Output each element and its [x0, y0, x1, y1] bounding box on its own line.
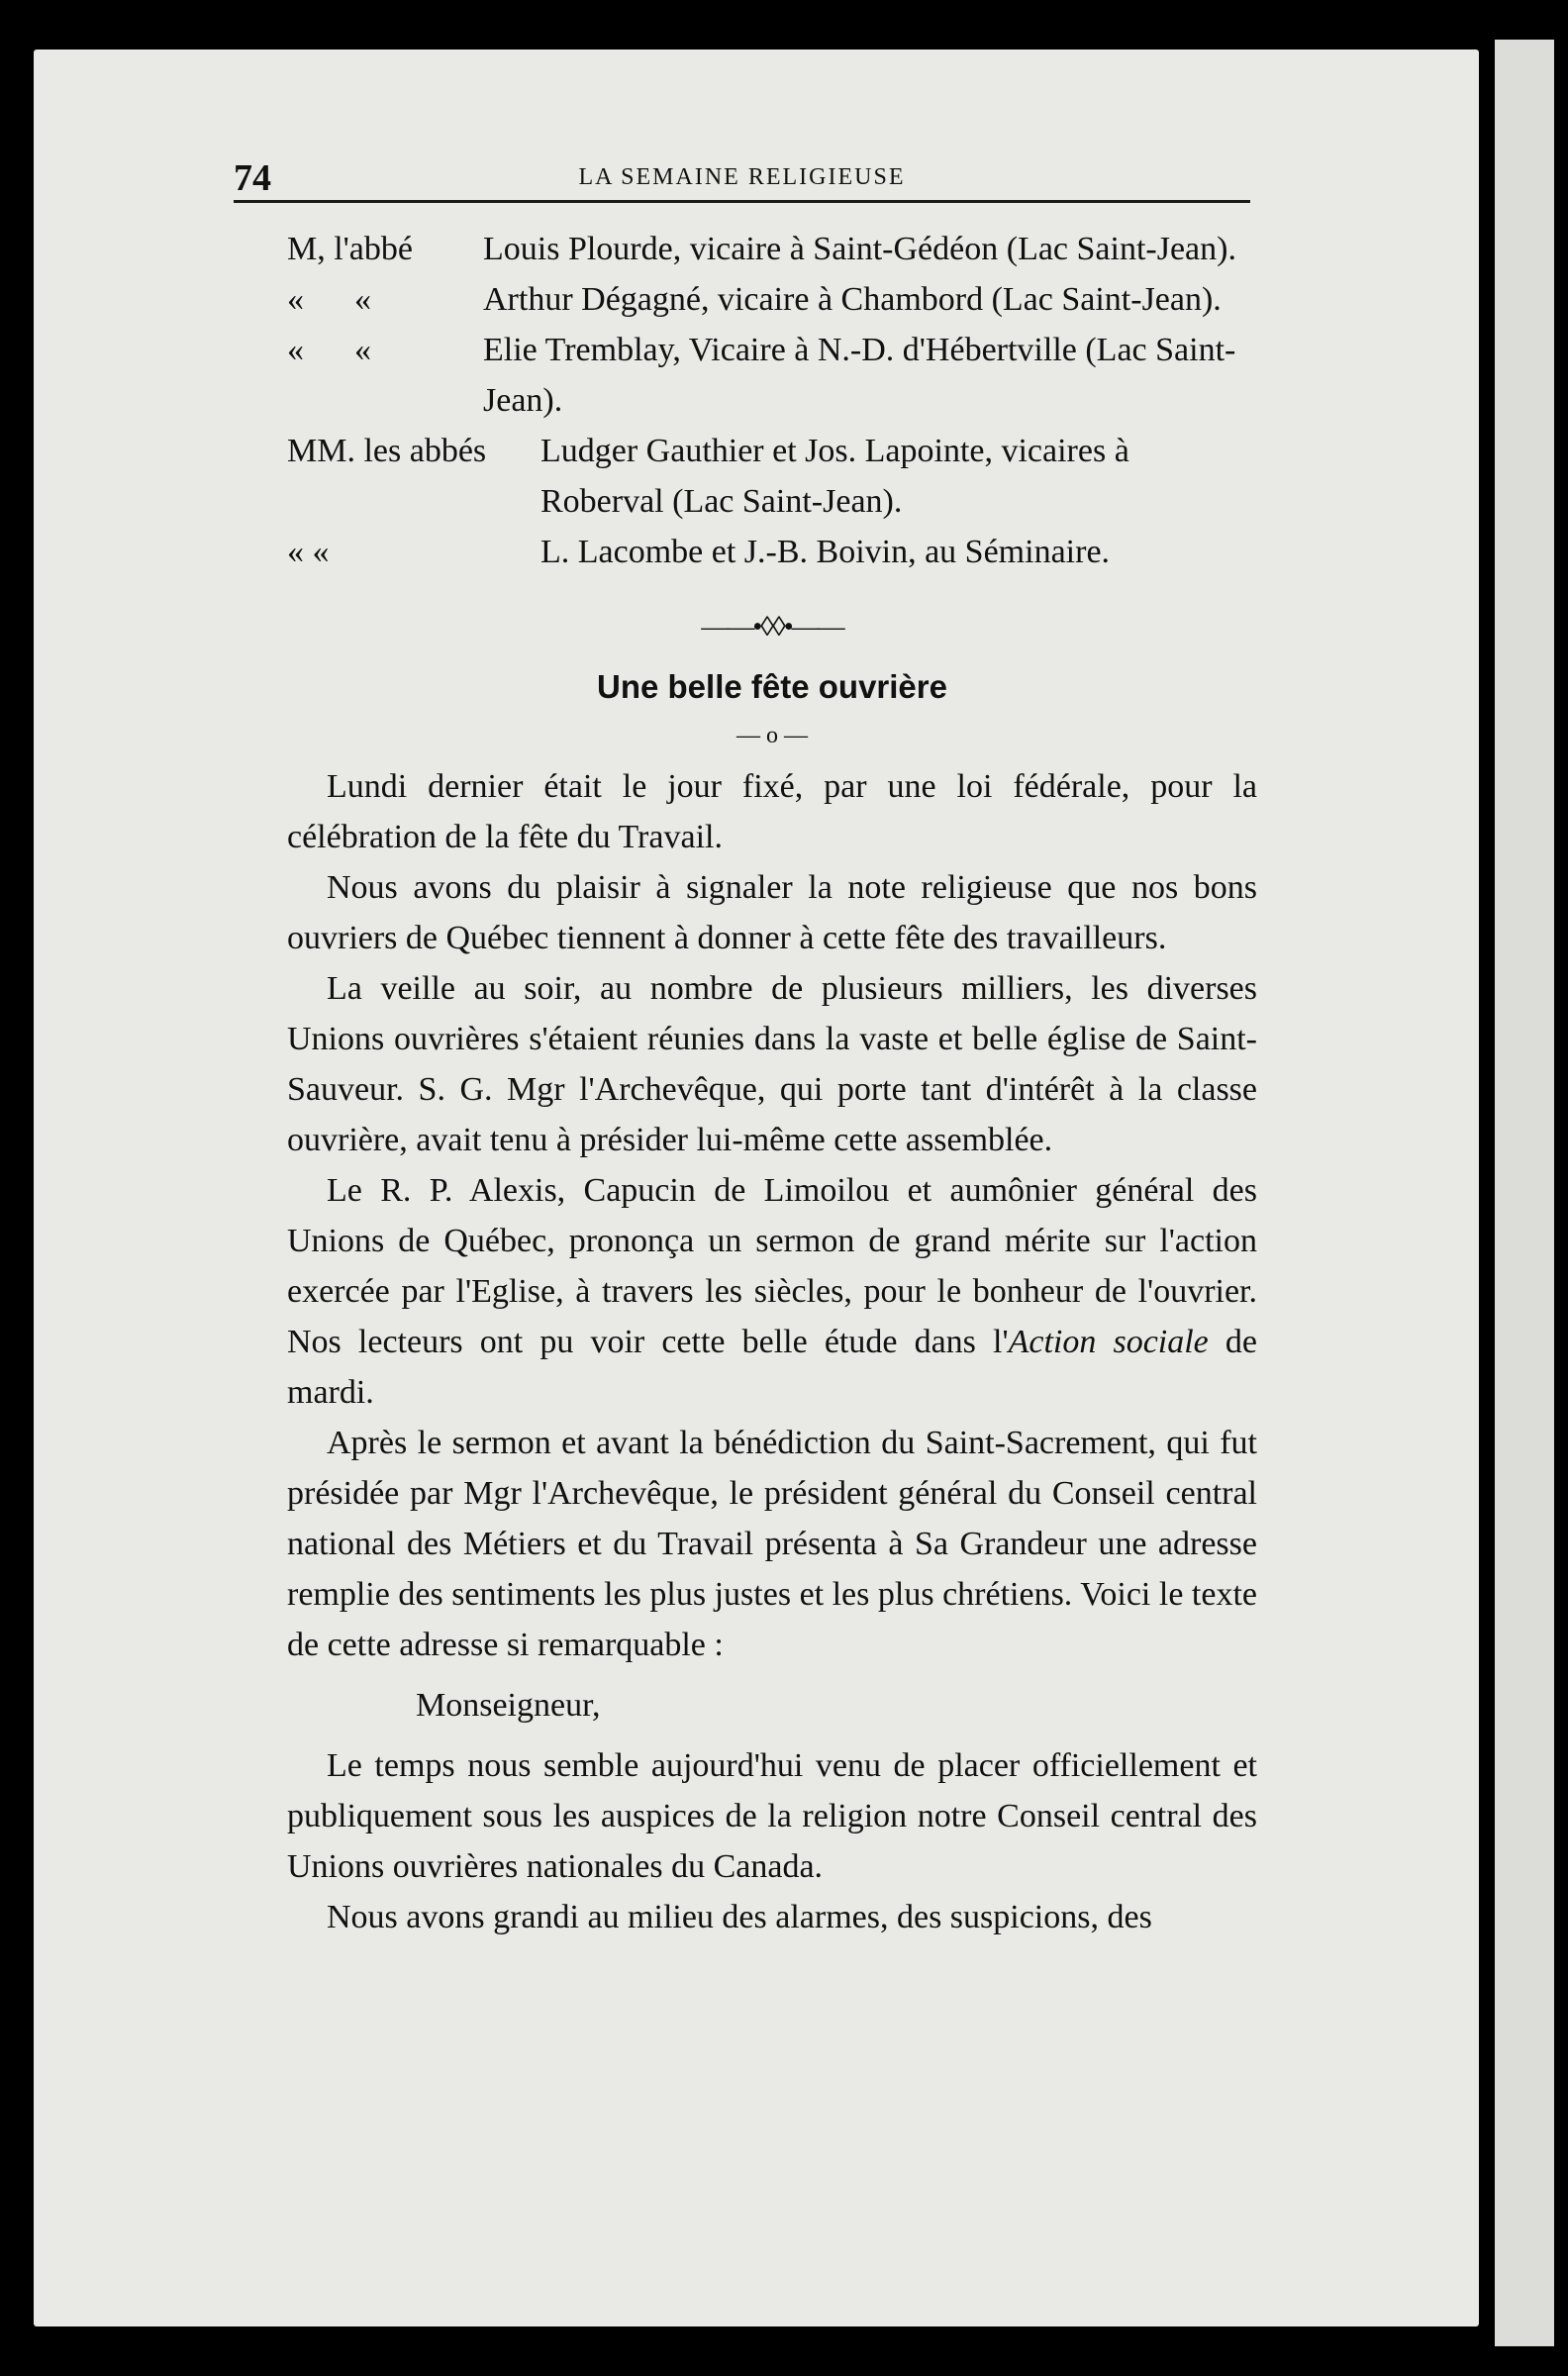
running-head: LA SEMAINE RELIGIEUSE: [578, 164, 906, 190]
article-paragraph: Nous avons du plaisir à signaler la note religieuse que nos bons ouvriers de Québec tiennent à donner à cette fête des travailleurs.: [287, 869, 1257, 956]
appointment-entry: [287, 325, 1257, 426]
paragraph-text: de mardi.: [287, 1324, 1257, 1411]
appointment-text: Arthur Dégagné, vicaire à Chambord (Lac Saint-Jean).: [483, 281, 1222, 318]
page-header: [234, 139, 1250, 203]
title-separator: — o —: [736, 723, 808, 748]
appointment-text: Louis Plourde, vicaire à Saint-Gédéon (Lac Saint-Jean).: [483, 231, 1236, 267]
appointment-text: L. Lacombe et J.-B. Boivin, au Séminaire.: [540, 534, 1111, 570]
article-paragraph: [287, 1165, 1257, 1418]
article-paragraph: Lundi dernier était le jour fixé, par une loi fédérale, pour la célébration de la fête du Travail.: [287, 768, 1257, 855]
newspaper-title: Action sociale: [1008, 1324, 1209, 1360]
appointment-prefix: MM. les abbés: [287, 433, 487, 469]
page-number: 74: [234, 157, 271, 199]
appointment-continuation: Roberval (Lac Saint-Jean).: [540, 483, 903, 520]
section-ornament: ——•◊◊•——: [701, 612, 843, 643]
article-title: Une belle fête ouvrière: [597, 668, 947, 705]
article-paragraph: La veille au soir, au nombre de plusieurs milliers, les diverses Unions ouvrières s'étaient réunies dans la vaste et belle église de Saint-Sauveur. S. G. Mgr l'Archevêque, qui porte tant d'intérêt à la classe ouvrière, avait tenu à présider lui-même cette assemblée.: [287, 970, 1257, 1158]
article-paragraph: Nous avons grandi au milieu des alarmes, des suspicions, des: [327, 1899, 1152, 1935]
page-content: [287, 224, 1257, 1942]
appointment-entry: [287, 527, 1257, 577]
appointment-prefix: « «: [287, 332, 380, 368]
appointment-text: Elie Tremblay, Vicaire à N.-D. d'Hébertville (Lac Saint-Jean).: [483, 332, 1236, 419]
appointment-prefix: « «: [287, 281, 380, 318]
appointment-prefix: « «: [287, 534, 330, 570]
appointment-entry: [287, 274, 1257, 325]
article-paragraph: Le temps nous semble aujourd'hui venu de placer officiellement et publiquement sous les auspices de la religion notre Conseil central des Unions ouvrières nationales du Canada.: [287, 1747, 1257, 1885]
paragraph-text: Le R. P. Alexis, Capucin de Limoilou et aumônier général des Unions de Québec, prononça un sermon de grand mérite sur l'action exercée par l'Eglise, à travers les siècles, pour le bonheur de l'ouvrier. Nos lecteurs ont pu voir cette belle étude dans l': [287, 1172, 1257, 1360]
article-paragraph: Après le sermon et avant la bénédiction du Saint-Sacrement, qui fut présidée par Mgr l'Archevêque, le président général du Conseil central national des Métiers et du Travail présenta à Sa Grandeur une adresse remplie des sentiments les plus justes et les plus chrétiens. Voici le texte de cette adresse si remarquable :: [287, 1425, 1257, 1663]
appointment-entry: [287, 224, 1257, 274]
address-salutation: Monseigneur,: [416, 1687, 601, 1724]
appointment-plural-entry: [287, 426, 1257, 476]
next-page-edge: [1495, 40, 1554, 2346]
appointment-prefix: M, l'abbé: [287, 231, 422, 267]
appointment-text: Ludger Gauthier et Jos. Lapointe, vicaires à: [540, 433, 1129, 469]
